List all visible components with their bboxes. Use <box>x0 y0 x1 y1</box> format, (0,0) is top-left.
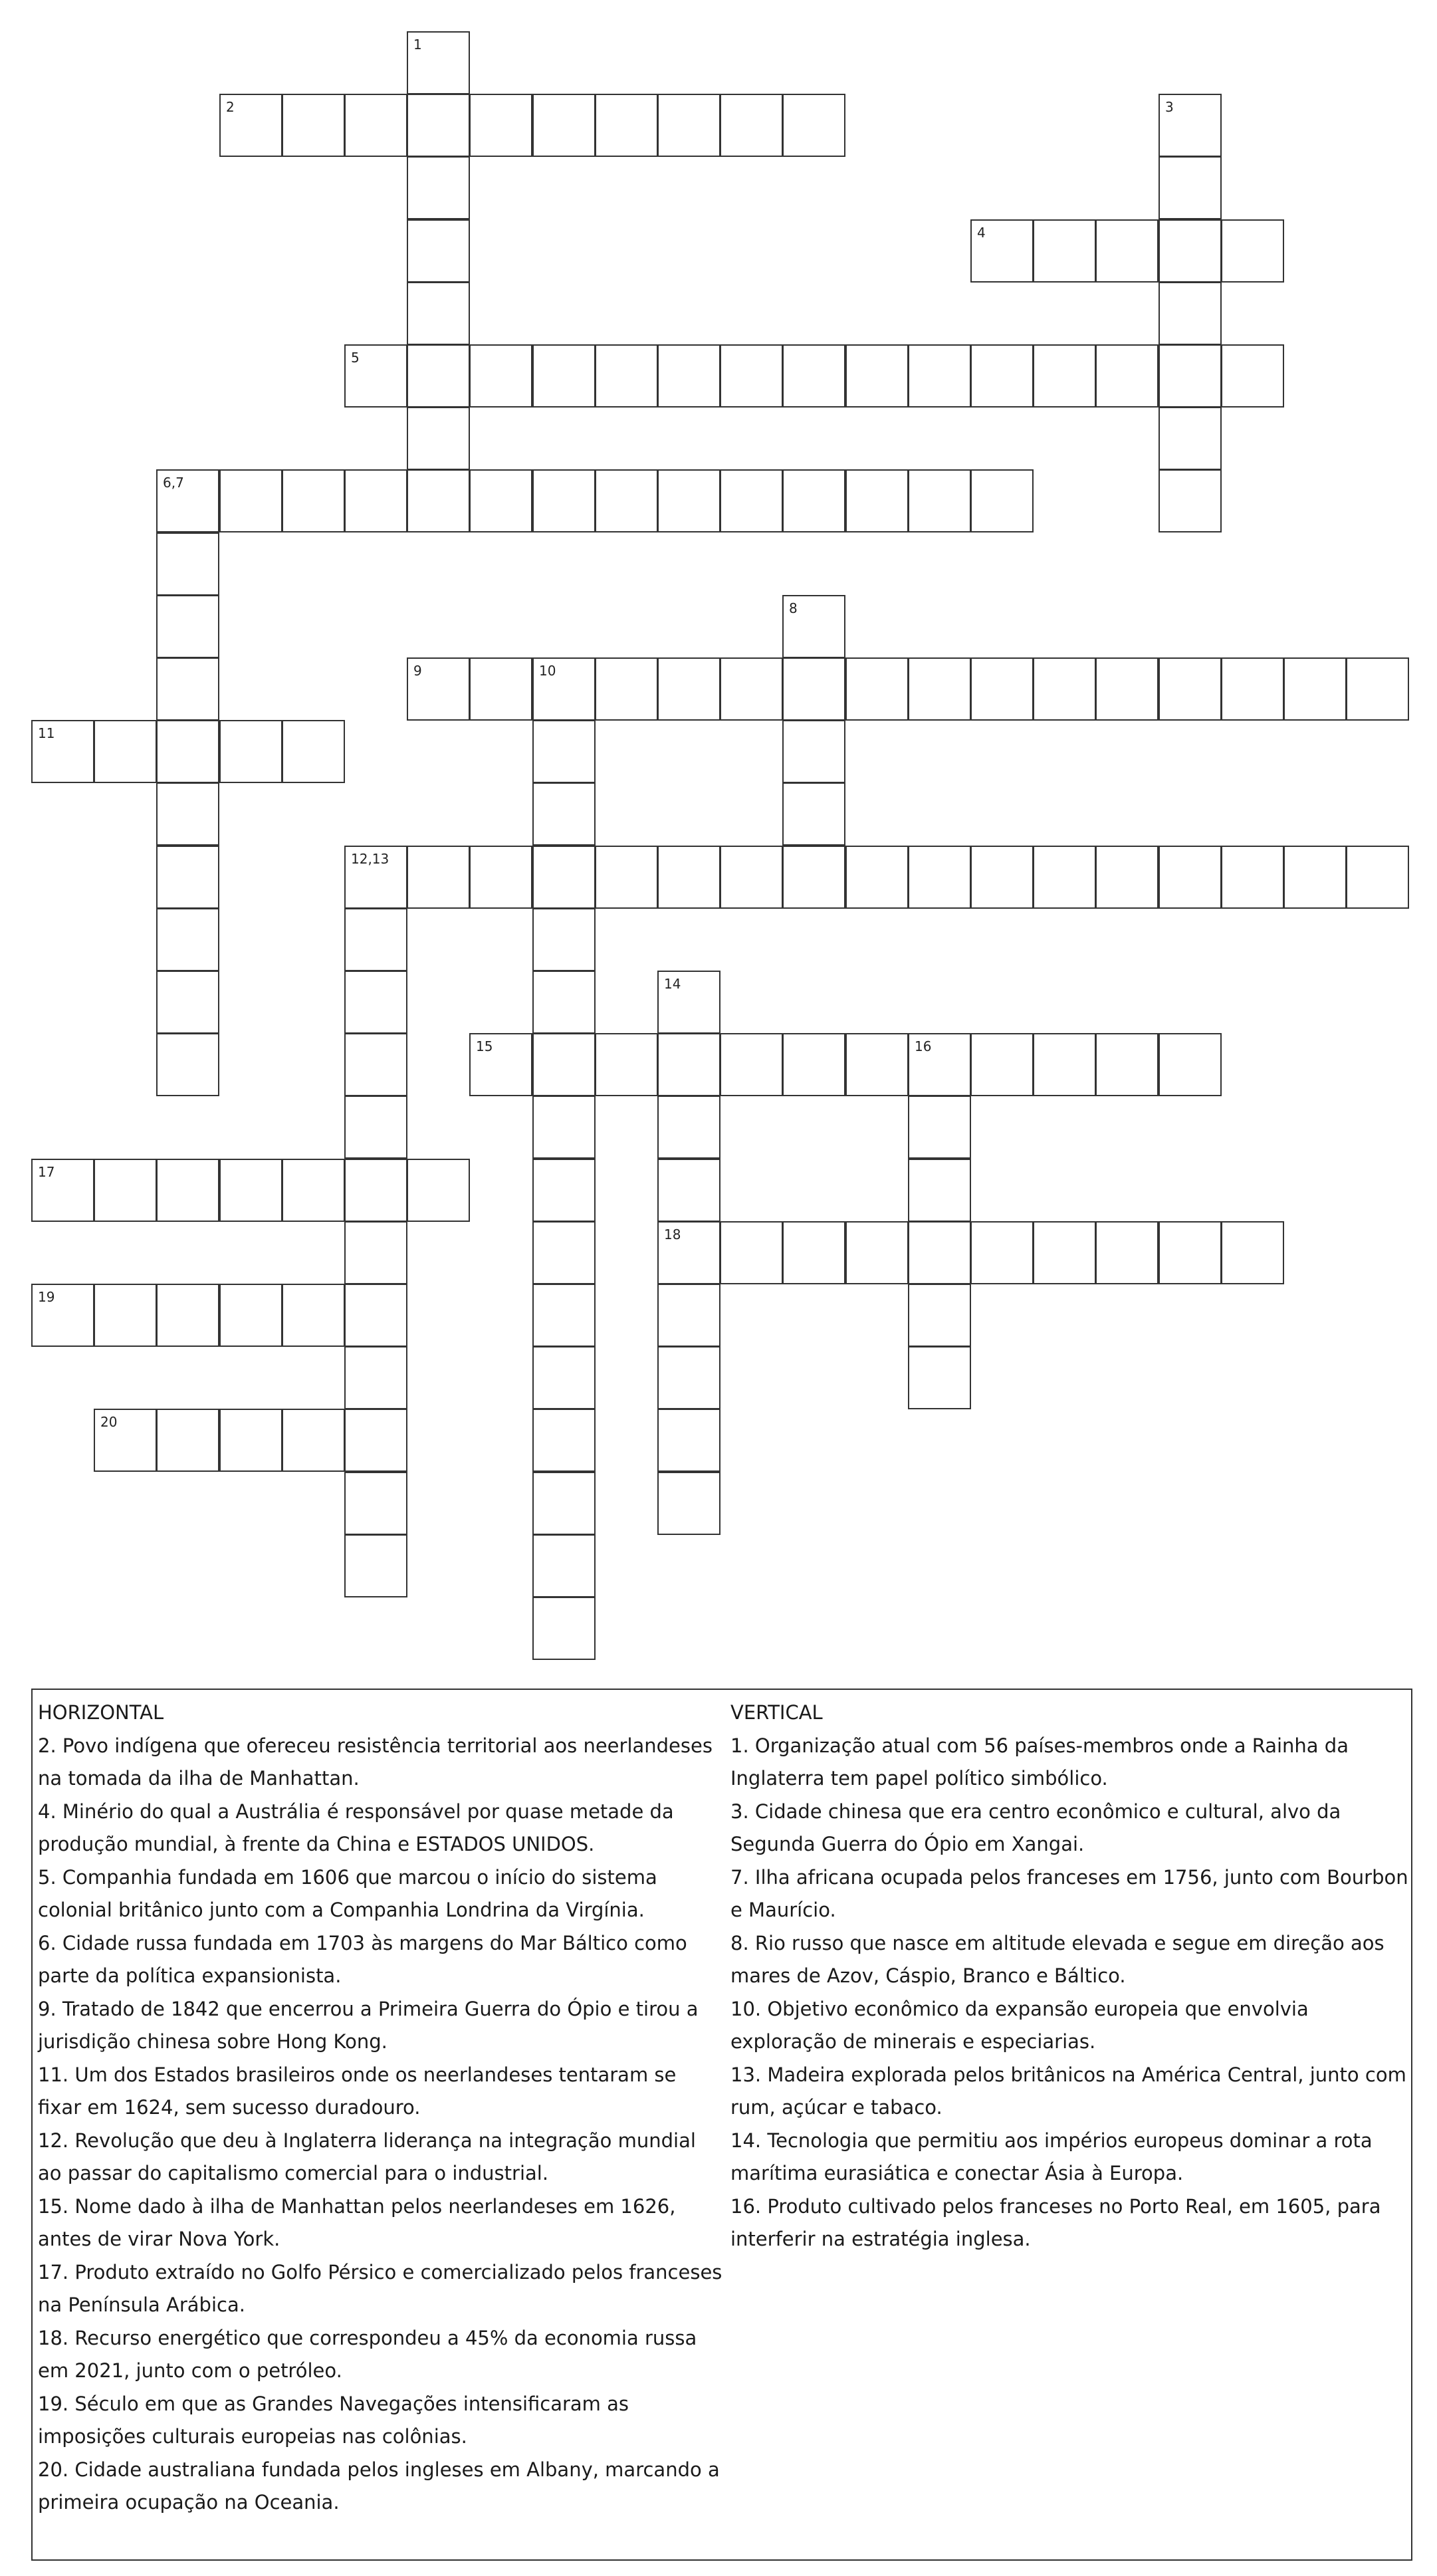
grid-cell[interactable] <box>344 1284 407 1347</box>
grid-cell[interactable] <box>657 94 720 157</box>
grid-cell[interactable] <box>407 657 470 721</box>
grid-cell[interactable] <box>1033 1033 1096 1096</box>
clue-number: 20 <box>100 1414 118 1430</box>
grid-cell[interactable] <box>657 1159 720 1222</box>
grid-cell[interactable] <box>657 1284 720 1347</box>
grid-cell[interactable] <box>970 846 1034 909</box>
clue-h-12: 12. Revolução que deu à Inglaterra liderança na integração mundial ao passar do capitalismo comercial para o industrial. <box>38 2129 696 2184</box>
clue-v-8: 8. Rio russo que nasce em altitude elevada e segue em direção aos mares de Azov, Cáspio, Branco e Báltico. <box>730 1931 1384 1987</box>
grid-cell[interactable] <box>657 1346 720 1409</box>
grid-cell[interactable] <box>156 782 219 846</box>
grid-cell[interactable] <box>657 1409 720 1472</box>
grid-cell[interactable] <box>782 846 845 909</box>
grid-cell[interactable] <box>532 94 596 157</box>
grid-cell[interactable] <box>1221 219 1284 283</box>
grid-cell[interactable] <box>344 1472 407 1535</box>
grid-cell[interactable] <box>1159 344 1222 408</box>
grid-cell[interactable] <box>156 1033 219 1096</box>
clue-number: 8 <box>789 600 798 616</box>
vertical-clues <box>730 1697 1415 2256</box>
grid-cell[interactable] <box>532 846 596 909</box>
grid-cell[interactable] <box>1033 846 1096 909</box>
grid-cell[interactable] <box>469 344 532 408</box>
clue-number: 2 <box>226 99 235 115</box>
grid-cell[interactable] <box>782 1221 845 1284</box>
grid-cell[interactable] <box>532 344 596 408</box>
grid-cell[interactable] <box>532 908 596 971</box>
clue-v-14: 14. Tecnologia que permitiu aos impérios europeus dominar a rota marítima eurasiática e conectar Ásia à Europa. <box>730 2129 1373 2184</box>
grid-cell[interactable] <box>156 469 219 532</box>
grid-cell[interactable] <box>595 846 658 909</box>
clue-h-6: 6. Cidade russa fundada em 1703 às margens do Mar Báltico como parte da política expansionista. <box>38 1931 687 1987</box>
clue-number: 19 <box>38 1289 55 1305</box>
grid-cell[interactable] <box>156 720 219 783</box>
clue-v-13: 13. Madeira explorada pelos britânicos na América Central, junto com rum, açúcar e tabaco. <box>730 2063 1406 2119</box>
clue-number: 12,13 <box>351 851 389 867</box>
grid-cell[interactable] <box>532 1597 596 1660</box>
grid-cell[interactable] <box>657 469 720 532</box>
grid-cell[interactable] <box>1033 344 1096 408</box>
grid-cell[interactable] <box>94 720 157 783</box>
grid-cell[interactable] <box>782 94 845 157</box>
grid-cell[interactable] <box>532 1159 596 1222</box>
clue-v-7: 7. Ilha africana ocupada pelos franceses em 1756, junto com Bourbon e Maurício. <box>730 1865 1408 1921</box>
grid-cell[interactable] <box>344 1159 407 1222</box>
grid-cell[interactable] <box>532 1346 596 1409</box>
grid-cell[interactable] <box>657 1033 720 1096</box>
grid-cell[interactable] <box>908 344 971 408</box>
grid-cell[interactable] <box>720 1033 783 1096</box>
grid-cell[interactable] <box>407 219 470 283</box>
grid-cell[interactable] <box>407 282 470 345</box>
clue-number: 1 <box>413 37 422 53</box>
grid-cell[interactable] <box>720 1221 783 1284</box>
grid-cell[interactable] <box>532 782 596 846</box>
grid-cell[interactable] <box>970 469 1034 532</box>
grid-cell[interactable] <box>908 469 971 532</box>
grid-cell[interactable] <box>1159 1221 1222 1284</box>
grid-cell[interactable] <box>469 1033 532 1096</box>
grid-cell[interactable] <box>908 1096 971 1159</box>
grid-cell[interactable] <box>657 344 720 408</box>
grid-cell[interactable] <box>1221 1221 1284 1284</box>
grid-cell[interactable] <box>1159 407 1222 470</box>
clue-number: 14 <box>664 976 681 992</box>
grid-cell[interactable] <box>970 1221 1034 1284</box>
clue-h-20: 20. Cidade australiana fundada pelos ingleses em Albany, marcando a primeira ocupação na Oceania. <box>38 2458 720 2514</box>
grid-cell[interactable] <box>908 1346 971 1409</box>
grid-cell[interactable] <box>219 469 282 532</box>
grid-cell[interactable] <box>532 657 596 721</box>
grid-cell[interactable] <box>407 407 470 470</box>
grid-cell[interactable] <box>156 971 219 1034</box>
grid-cell[interactable] <box>282 469 345 532</box>
clue-v-3: 3. Cidade chinesa que era centro econômico e cultural, alvo da Segunda Guerra do Ópio em Xangai. <box>730 1800 1341 1855</box>
grid-cell[interactable] <box>1095 1221 1159 1284</box>
grid-cell[interactable] <box>782 469 845 532</box>
grid-cell[interactable] <box>1095 846 1159 909</box>
grid-cell[interactable] <box>344 469 407 532</box>
clue-v-16: 16. Produto cultivado pelos franceses no Porto Real, em 1605, para interferir na estratégia inglesa. <box>730 2194 1381 2250</box>
grid-cell[interactable] <box>156 908 219 971</box>
grid-cell[interactable] <box>344 1096 407 1159</box>
grid-cell[interactable] <box>595 344 658 408</box>
grid-cell[interactable] <box>469 657 532 721</box>
grid-cell[interactable] <box>908 1033 971 1096</box>
grid-cell[interactable] <box>344 344 407 408</box>
grid-cell[interactable] <box>908 846 971 909</box>
grid-cell[interactable] <box>908 657 971 721</box>
grid-cell[interactable] <box>156 532 219 596</box>
grid-cell[interactable] <box>782 1033 845 1096</box>
grid-cell[interactable] <box>595 657 658 721</box>
grid-cell[interactable] <box>845 1221 909 1284</box>
grid-cell[interactable] <box>1221 344 1284 408</box>
clue-number: 18 <box>664 1227 681 1242</box>
grid-cell[interactable] <box>344 846 407 909</box>
grid-cell[interactable] <box>1159 846 1222 909</box>
grid-cell[interactable] <box>219 1284 282 1347</box>
grid-cell[interactable] <box>407 469 470 532</box>
grid-cell[interactable] <box>282 1284 345 1347</box>
grid-cell[interactable] <box>657 1472 720 1535</box>
grid-cell[interactable] <box>1283 846 1347 909</box>
grid-cell[interactable] <box>407 846 470 909</box>
grid-cell[interactable] <box>344 1346 407 1409</box>
grid-cell[interactable] <box>845 657 909 721</box>
grid-cell[interactable] <box>219 1159 282 1222</box>
grid-cell[interactable] <box>1283 657 1347 721</box>
grid-cell[interactable] <box>845 846 909 909</box>
clue-number: 9 <box>413 663 422 679</box>
grid-cell[interactable] <box>532 1284 596 1347</box>
grid-cell[interactable] <box>970 1033 1034 1096</box>
grid-cell[interactable] <box>532 1096 596 1159</box>
grid-cell[interactable] <box>1159 1033 1222 1096</box>
vertical-title: VERTICAL <box>730 1701 823 1724</box>
grid-cell[interactable] <box>908 1159 971 1222</box>
grid-cell[interactable] <box>657 1096 720 1159</box>
grid-cell[interactable] <box>469 469 532 532</box>
grid-cell[interactable] <box>1346 846 1409 909</box>
grid-cell[interactable] <box>970 219 1034 283</box>
grid-cell[interactable] <box>407 1159 470 1222</box>
grid-cell[interactable] <box>1159 282 1222 345</box>
horizontal-title: HORIZONTAL <box>38 1701 164 1724</box>
grid-cell[interactable] <box>782 344 845 408</box>
clue-h-17: 17. Produto extraído no Golfo Pérsico e comercializado pelos franceses na Península Arábica. <box>38 2260 722 2316</box>
clue-v-1: 1. Organização atual com 56 países-membros onde a Rainha da Inglaterra tem papel político simbólico. <box>730 1734 1349 1790</box>
clue-h-2: 2. Povo indígena que ofereceu resistência territorial aos neerlandeses na tomada da ilha de Manhattan. <box>38 1734 713 1790</box>
grid-cell[interactable] <box>720 469 783 532</box>
grid-cell[interactable] <box>407 344 470 408</box>
grid-cell[interactable] <box>1095 1033 1159 1096</box>
grid-cell[interactable] <box>532 1221 596 1284</box>
grid-cell[interactable] <box>94 1409 157 1472</box>
grid-cell[interactable] <box>31 720 94 783</box>
grid-cell[interactable] <box>469 846 532 909</box>
grid-cell[interactable] <box>344 1409 407 1472</box>
clue-number: 4 <box>977 225 986 241</box>
grid-cell[interactable] <box>282 1159 345 1222</box>
grid-cell[interactable] <box>344 1033 407 1096</box>
grid-cell[interactable] <box>282 720 345 783</box>
grid-cell[interactable] <box>720 657 783 721</box>
grid-cell[interactable] <box>94 1284 157 1347</box>
grid-cell[interactable] <box>156 846 219 909</box>
grid-cell[interactable] <box>1033 1221 1096 1284</box>
grid-cell[interactable] <box>407 156 470 219</box>
grid-cell[interactable] <box>94 1159 157 1222</box>
grid-cell[interactable] <box>1033 657 1096 721</box>
grid-cell[interactable] <box>532 720 596 783</box>
clue-h-19: 19. Século em que as Grandes Navegações intensificaram as imposições culturais europeias nas colônias. <box>38 2392 629 2448</box>
grid-cell[interactable] <box>1159 156 1222 219</box>
clue-number: 16 <box>915 1038 932 1054</box>
grid-cell[interactable] <box>156 1159 219 1222</box>
grid-cell[interactable] <box>532 971 596 1034</box>
grid-cell[interactable] <box>720 846 783 909</box>
grid-cell[interactable] <box>595 1033 658 1096</box>
grid-cell[interactable] <box>657 657 720 721</box>
clue-h-15: 15. Nome dado à ilha de Manhattan pelos neerlandeses em 1626, antes de virar Nova York. <box>38 2194 676 2250</box>
grid-cell[interactable] <box>282 94 345 157</box>
clue-number: 17 <box>38 1164 55 1180</box>
clue-number: 5 <box>351 350 360 366</box>
grid-cell[interactable] <box>532 1033 596 1096</box>
grid-cell[interactable] <box>845 469 909 532</box>
grid-cell[interactable] <box>1221 657 1284 721</box>
grid-cell[interactable] <box>407 31 470 94</box>
grid-cell[interactable] <box>344 1221 407 1284</box>
clue-h-11: 11. Um dos Estados brasileiros onde os neerlandeses tentaram se fixar em 1624, sem sucesso duradouro. <box>38 2063 677 2119</box>
clue-v-10: 10. Objetivo econômico da expansão europeia que envolvia exploração de minerais e especiarias. <box>730 1997 1309 2053</box>
grid-cell[interactable] <box>219 94 282 157</box>
grid-cell[interactable] <box>657 846 720 909</box>
grid-cell[interactable] <box>782 720 845 783</box>
clue-number: 3 <box>1165 99 1174 115</box>
grid-cell[interactable] <box>282 1409 345 1472</box>
grid-cell[interactable] <box>344 1534 407 1597</box>
grid-cell[interactable] <box>1221 846 1284 909</box>
clue-number: 11 <box>38 725 55 741</box>
grid-cell[interactable] <box>782 782 845 846</box>
grid-cell[interactable] <box>908 1284 971 1347</box>
grid-cell[interactable] <box>532 1472 596 1535</box>
grid-cell[interactable] <box>532 1409 596 1472</box>
grid-cell[interactable] <box>720 94 783 157</box>
clues-panel <box>31 1689 1412 2561</box>
clue-number: 6,7 <box>163 475 184 491</box>
grid-cell[interactable] <box>344 94 407 157</box>
grid-cell[interactable] <box>156 657 219 721</box>
grid-cell[interactable] <box>970 344 1034 408</box>
grid-cell[interactable] <box>31 1159 94 1222</box>
grid-cell[interactable] <box>970 657 1034 721</box>
grid-cell[interactable] <box>1095 344 1159 408</box>
grid-cell[interactable] <box>845 344 909 408</box>
clue-h-4: 4. Minério do qual a Austrália é responsável por quase metade da produção mundial, à frente da China e ESTADOS UNIDOS. <box>38 1800 674 1855</box>
grid-cell[interactable] <box>1159 94 1222 157</box>
grid-cell[interactable] <box>219 720 282 783</box>
grid-cell[interactable] <box>532 1534 596 1597</box>
grid-cell[interactable] <box>219 1409 282 1472</box>
grid-cell[interactable] <box>156 1284 219 1347</box>
grid-cell[interactable] <box>156 595 219 658</box>
grid-cell[interactable] <box>1159 469 1222 532</box>
grid-cell[interactable] <box>1159 219 1222 283</box>
grid-cell[interactable] <box>31 1284 94 1347</box>
grid-cell[interactable] <box>657 971 720 1034</box>
grid-cell[interactable] <box>720 344 783 408</box>
grid-cell[interactable] <box>1095 219 1159 283</box>
clue-number: 15 <box>476 1038 493 1054</box>
grid-cell[interactable] <box>1159 657 1222 721</box>
grid-cell[interactable] <box>908 1221 971 1284</box>
clue-h-9: 9. Tratado de 1842 que encerrou a Primeira Guerra do Ópio e tirou a jurisdição chinesa sobre Hong Kong. <box>38 1997 699 2053</box>
grid-cell[interactable] <box>469 94 532 157</box>
grid-cell[interactable] <box>595 469 658 532</box>
grid-cell[interactable] <box>344 908 407 971</box>
grid-cell[interactable] <box>407 94 470 157</box>
grid-cell[interactable] <box>1095 657 1159 721</box>
grid-cell[interactable] <box>595 94 658 157</box>
grid-cell[interactable] <box>1033 219 1096 283</box>
grid-cell[interactable] <box>1346 657 1409 721</box>
clue-h-18: 18. Recurso energético que correspondeu a 45% da economia russa em 2021, junto com o petróleo. <box>38 2326 697 2382</box>
grid-cell[interactable] <box>657 1221 720 1284</box>
grid-cell[interactable] <box>344 971 407 1034</box>
clue-h-5: 5. Companhia fundada em 1606 que marcou o início do sistema colonial britânico junto com a Companhia Londrina da Virgínia. <box>38 1865 657 1921</box>
grid-cell[interactable] <box>532 469 596 532</box>
grid-cell[interactable] <box>156 1409 219 1472</box>
grid-cell[interactable] <box>845 1033 909 1096</box>
horizontal-clues <box>38 1697 722 2519</box>
clue-number: 10 <box>539 663 556 679</box>
grid-cell[interactable] <box>782 657 845 721</box>
grid-cell[interactable] <box>782 595 845 658</box>
